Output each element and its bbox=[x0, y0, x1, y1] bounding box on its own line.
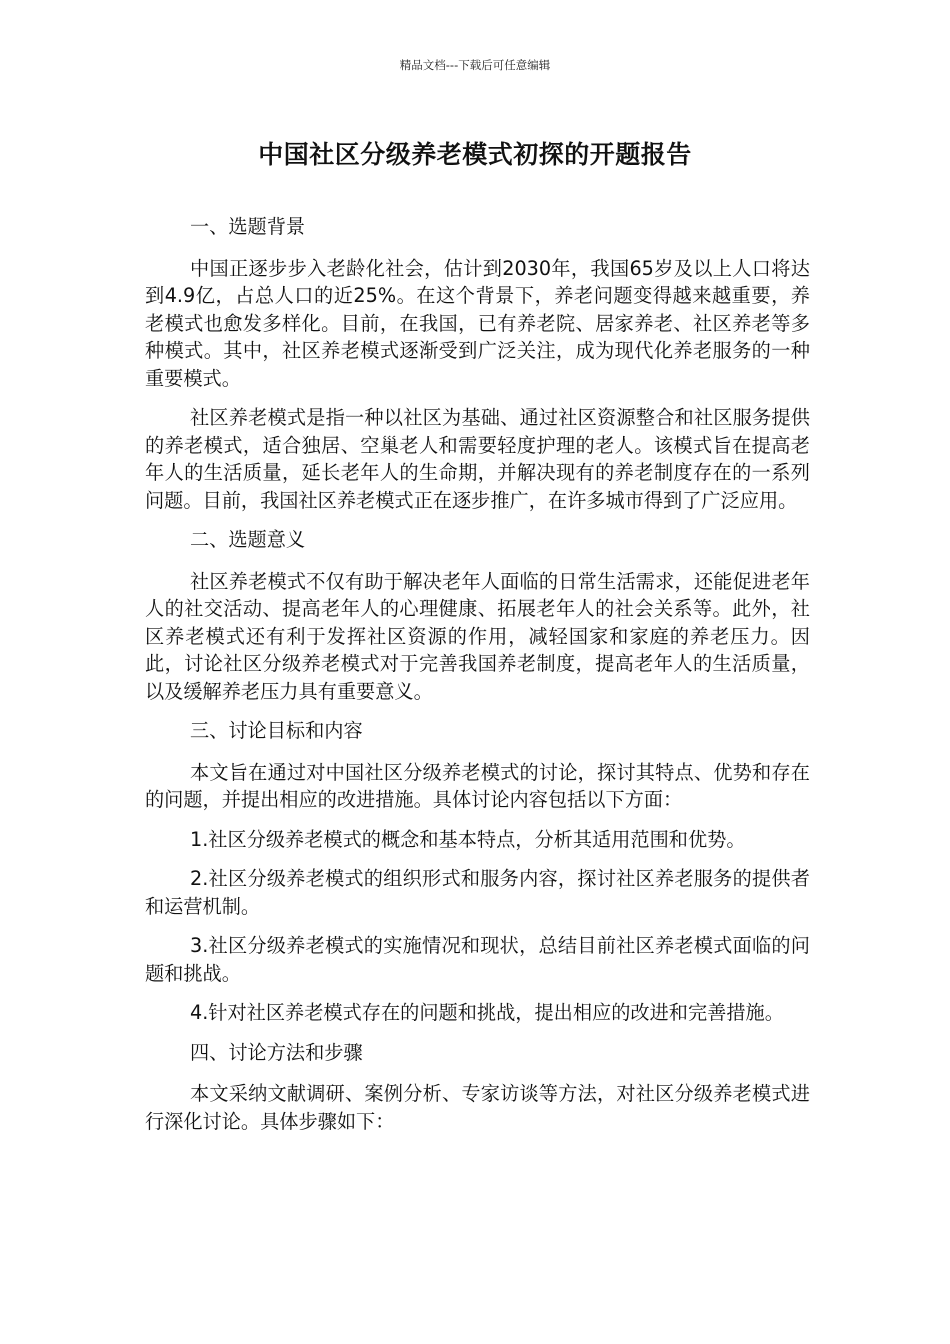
paragraph-methods-1: 本文采纳文献调研、案例分析、专家访谈等方法，对社区分级养老模式进行深化讨论。具体步骤如下： bbox=[145, 1082, 810, 1133]
list-item-goal-1: 1.社区分级养老模式的概念和基本特点，分析其适用范围和优势。 bbox=[190, 827, 746, 851]
paragraph-significance-1: 社区养老模式不仅有助于解决老年人面临的日常生活需求，还能促进老年人的社交活动、提高老年人的心理健康、拓展老年人的社会关系等。此外，社区养老模式还有利于发挥社区资源的作用，减轻国家和家庭的养老压力。因此，讨论社区分级养老模式对于完善我国养老制度，提高老年人的生活质量，以及缓解养老压力具有重要意义。 bbox=[145, 569, 810, 703]
document-body bbox=[145, 213, 810, 1147]
section-heading-background: 一、选题背景 bbox=[190, 215, 306, 238]
document-title: 中国社区分级养老模式初探的开题报告 bbox=[258, 140, 692, 169]
section-heading-methods: 四、讨论方法和步骤 bbox=[190, 1040, 363, 1064]
paragraph-goals-1: 本文旨在通过对中国社区分级养老模式的讨论，探讨其特点、优势和存在的问题，并提出相应的改进措施。具体讨论内容包括以下方面： bbox=[145, 760, 810, 811]
paragraph-background-2: 社区养老模式是指一种以社区为基础、通过社区资源整合和社区服务提供的养老模式，适合独居、空巢老人和需要轻度护理的老人。该模式旨在提高老年人的生活质量，延长老年人的生命期，并解决现有的养老制度存在的一系列问题。目前，我国社区养老模式正在逐步推广，在许多城市得到了广泛应用。 bbox=[145, 406, 810, 512]
list-item-goal-3: 3.社区分级养老模式的实施情况和现状，总结目前社区养老模式面临的问题和挑战。 bbox=[145, 934, 810, 985]
list-item-goal-2: 2.社区分级养老模式的组织形式和服务内容，探讨社区养老服务的提供者和运营机制。 bbox=[145, 867, 810, 918]
paragraph-background-1: 中国正逐步步入老龄化社会，估计到2030年，我国65岁及以上人口将达到4.9亿，占总人口的近25%。在这个背景下，养老问题变得越来越重要，养老模式也愈发多样化。目前，在我国，已有养老院、居家养老、社区养老等多种模式。其中，社区养老模式逐渐受到广泛关注，成为现代化养老服务的一种重要模式。 bbox=[145, 256, 810, 390]
section-heading-goals: 三、讨论目标和内容 bbox=[190, 719, 363, 742]
section-heading-significance: 二、选题意义 bbox=[190, 528, 306, 551]
header-note: 精品文档---下载后可任意编辑 bbox=[399, 58, 551, 72]
list-item-goal-4: 4.针对社区养老模式存在的问题和挑战，提出相应的改进和完善措施。 bbox=[190, 1001, 784, 1024]
